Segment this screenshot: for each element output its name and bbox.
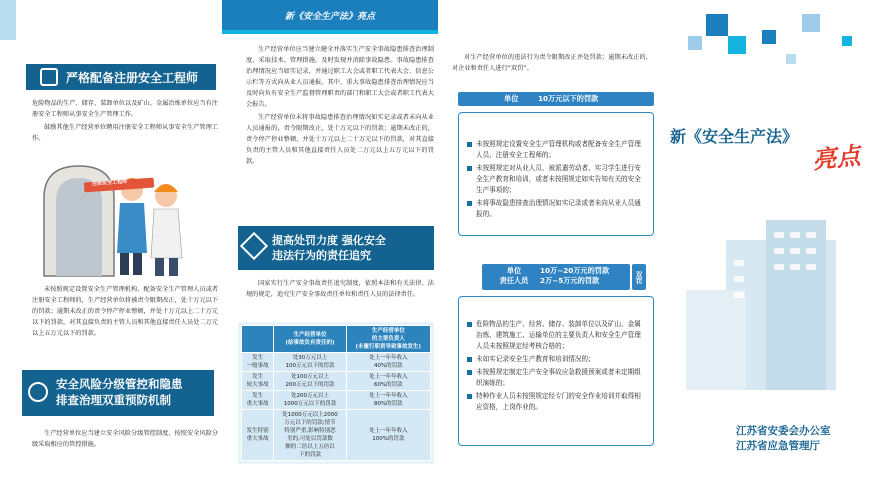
violation-item: 未按照规定设置安全生产管理机构或者配备安全生产管理人员、注册安全工程师的； — [467, 139, 645, 161]
violation-box-1 — [458, 112, 654, 236]
left-panel — [0, 0, 222, 492]
section1-paragraph-1: 危险物品的生产、储存、装卸单位以及矿山、金属冶炼单位应当有注册安全工程师从事安全生产管理工作。 — [32, 100, 218, 118]
fine-bar-1-value: 10万元以下的罚款 — [538, 94, 599, 103]
table-cell: 发生 较大事故 — [242, 372, 274, 391]
middle-paragraph-2: 生产经营单位未将事故隐患排查治理情况如实记录或者未向从业人员通报的，责令限期改正，处十万元以下的罚款；逾期未改正的，责令停产停业整顿，并处十万元以上二十万元以下的罚款，对其直接负责的主管人员和其他直接责任人员处二万元以上五万元以下的罚款。 — [246, 114, 434, 165]
cover-org-2: 江苏省应急管理厅 — [736, 440, 820, 452]
cover-title-prefix: 新 — [670, 127, 687, 146]
cover-building — [666, 220, 880, 400]
top-banner-text: 新《安全生产法》亮点 — [284, 11, 375, 22]
violation-item: 未如实记录安全生产教育和培训情况的； — [467, 354, 645, 365]
violation-item: 未按照规定对从业人员、被派遣劳动者、实习学生进行安全生产教育和培训，或者未按照规定如实告知有关的安全生产事项的； — [467, 163, 645, 196]
table-header-0 — [242, 326, 274, 353]
middle-paragraph-3: 国家实行生产安全事故责任追究制度，依照本法和有关法律、法规的规定，追究生产安全事故责任单位和责任人员的法律责任。 — [246, 280, 434, 298]
cover-title-main: 《安全生产法》 — [686, 127, 799, 146]
illustration — [34, 158, 204, 278]
decor-corner — [0, 0, 16, 40]
table-row — [242, 410, 431, 461]
table-cell: 处1000万元以上2000 万元以下的罚款;情节 特别严重,影响特别恶 劣的,可处以罚款数 额的二倍以上五倍以 下的罚款 — [274, 410, 346, 461]
table-cell: 发生 一般事故 — [242, 353, 274, 372]
right-middle-panel — [444, 0, 666, 492]
table-cell: 处上一年年收入 60%的罚款 — [346, 372, 430, 391]
section1-paragraph-3: 未按照规定设置安全生产管理机构、配备安全生产管理人员或者注册安全工程师的，生产经营单位将被责令限期改正，处十万元以下的罚款；逾期未改正的责令停产停业整顿，并处十万元以上二十万元以下的罚款，对其直接负责的主管人员和其他直接责任人员处二万元以上五万元以下的罚款。 — [32, 286, 218, 337]
table-header-1: 生产经营单位 (给事故负有责任的) — [274, 326, 346, 353]
fine-bar-2-row1-value: 10万~20万元的罚款 — [540, 266, 610, 275]
gavel-icon — [240, 232, 268, 260]
table-row — [242, 372, 431, 391]
section1-title: 严格配备注册安全工程师 — [66, 70, 199, 85]
middle-paragraph-1: 生产经营单位应当建立健全并落实生产安全事故隐患排查治理制度，采取技术、管理措施，及时发现并消除事故隐患。事故隐患排查治理情况应当如实记录，并通过职工大会或者职工代表大会、信息公示栏等方式向从业人员通报。其中，重大事故隐患排查治理情况应当及时向负有安全生产监督管理职责的部门和职工大会或者职工代表大会报告。 — [246, 46, 434, 108]
cover-panel — [666, 0, 880, 492]
section-header-risk — [22, 370, 214, 416]
table-cell: 处上一年年收入 100%的罚款 — [346, 410, 430, 461]
fine-bar-1-label: 单位 — [504, 94, 519, 103]
section1-paragraph-2: 鼓励其他生产经营单位聘用注册安全工程师从事安全生产管理工作。 — [32, 124, 218, 142]
table-cell: 发生特别 重大事故 — [242, 410, 274, 461]
badge-icon — [40, 68, 58, 86]
penalty-table-wrap — [238, 322, 434, 464]
section3-title-line2: 违法行为的责任追究 — [272, 249, 371, 262]
table-row — [242, 391, 431, 410]
table-cell: 处上一年年收入 80%的罚款 — [346, 391, 430, 410]
double-penalty-tag — [632, 264, 646, 290]
cover-orgs — [736, 424, 876, 454]
section2-paragraph-1: 生产经营单位应当建立安全风险分级管控制度，按照安全风险分级采取相应的管控措施。 — [32, 430, 218, 448]
fine-bar-2-row1-label: 单位 — [506, 266, 522, 275]
violation-box-2 — [458, 296, 654, 446]
violation-item: 危险物品的生产、经营、储存、装卸单位以及矿山、金属冶炼、建筑施工、运输单位的主要负责人和安全生产管理人员未按照规定经考核合格的； — [467, 319, 645, 352]
violation-item: 特种作业人员未按照规定经专门的安全作业培训并取得相应资格，上岗作业的。 — [467, 391, 645, 413]
double-penalty-text: 双罚 — [634, 270, 643, 284]
section3-title-line1: 提高处罚力度 强化安全 — [272, 234, 386, 247]
cover-org-1: 江苏省安委会办公室 — [736, 425, 831, 437]
top-banner — [222, 0, 438, 34]
table-cell: 处30万元以上 100万元以下的罚款 — [274, 353, 346, 372]
section2-title-line1: 安全风险分级管控和隐患 — [56, 377, 183, 391]
fine-bar-2-row2-label: 责任人员 — [499, 276, 529, 285]
right-intro: 对生产经营单位的违法行为责令限期改正并处罚款；逾期未改正的，对企业和责任人进行“双罚”。 — [452, 54, 652, 72]
decor-squares — [666, 0, 880, 120]
table-cell: 处上一年年收入 40%的罚款 — [346, 353, 430, 372]
table-cell: 发生 重大事故 — [242, 391, 274, 410]
middle-panel — [222, 0, 444, 492]
violation-item: 未将事故隐患排查治理情况如实记录或者未向从业人员通报的。 — [467, 198, 645, 220]
violation-item: 未按照规定制定生产安全事故应急救援预案或者未定期组织演练的； — [467, 367, 645, 389]
fine-bar-1 — [458, 92, 654, 106]
table-header-2: 生产经营单位 的主要负责人 (未履行职责导致事故发生) — [346, 326, 430, 353]
penalty-table — [241, 325, 431, 461]
fine-bar-2 — [482, 264, 630, 290]
table-cell: 处200万元以上 1000万元以下的罚款 — [274, 391, 346, 410]
cover-title — [670, 124, 880, 184]
section-header-penalty — [238, 226, 434, 270]
fine-bar-2-row2-value: 2万~5万元的罚款 — [540, 276, 600, 285]
illustration-sign: 注册安全工程师 — [91, 178, 128, 188]
section2-title-line2: 排查治理双重预防机制 — [56, 393, 171, 407]
cover-title-highlight: 亮点 — [810, 140, 862, 175]
section-header-engineer — [26, 64, 216, 90]
table-row — [242, 353, 431, 372]
table-cell: 处100万元以上 200万元以下的罚款 — [274, 372, 346, 391]
tools-icon — [28, 382, 48, 402]
